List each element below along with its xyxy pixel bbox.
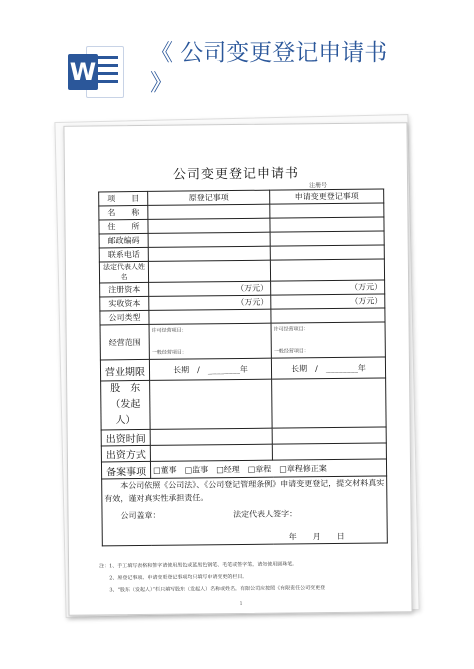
cell-change-postcode <box>270 231 384 246</box>
cell-change-reg-capital: （万元） <box>271 280 385 295</box>
banner-title-line2: 》 <box>150 70 173 96</box>
cell-change-scope <box>271 322 385 358</box>
cell-change-company-type <box>271 308 385 323</box>
footnote-2: 2、原登记事项、申请变更登记事项均只填写申请变更的栏目。 <box>99 573 248 582</box>
row-label-paid-capital: 实收资本 <box>100 296 149 311</box>
document-page <box>63 122 412 616</box>
footnotes <box>99 557 389 596</box>
word-badge: W <box>68 54 98 90</box>
row-label-phone: 联系电话 <box>99 247 148 262</box>
row-label-address: 住 所 <box>99 219 148 234</box>
row-label-company-type: 公司类型 <box>100 310 149 325</box>
row-label-postcode: 邮政编码 <box>99 233 148 248</box>
cell-change-term: 长期 / ________年 <box>271 357 385 379</box>
header-change: 申请变更登记事项 <box>270 189 384 204</box>
cell-original-scope <box>149 323 271 359</box>
application-form-table <box>98 188 388 546</box>
table-row-scope <box>100 322 385 360</box>
row-label-shareholders <box>101 380 151 430</box>
cell-change-name <box>270 203 384 218</box>
banner <box>0 0 474 112</box>
cell-original-term: 长期 / ________年 <box>149 358 271 380</box>
header-item: 项 目 <box>99 191 148 206</box>
cell-change-address <box>270 217 384 232</box>
cell-change-legal-rep <box>270 259 384 281</box>
cell-original-name <box>148 204 270 219</box>
signature-line <box>104 506 384 522</box>
word-document-icon <box>68 46 124 96</box>
legal-rep-sign-label: 法定代表人签字： <box>233 509 298 520</box>
cell-original-capital-method <box>150 444 272 461</box>
cell-original-capital-time <box>150 428 272 445</box>
row-label-business-scope: 经营范围 <box>100 324 149 360</box>
cell-original-legal-rep <box>148 260 270 282</box>
general-item-label: 一般经营项目： <box>151 349 187 356</box>
cell-original-paid-capital: （万元） <box>149 295 271 310</box>
cell-original-shareholders <box>150 379 273 429</box>
shareholders-line2: （发起人） <box>110 399 141 427</box>
footnote-3: 3、“股东（发起人）”栏只填写股东（发起人）名称或姓名，有限公司应按照《有限责任公司变更登 <box>99 585 326 594</box>
declaration-text: 本公司依照《公司法》、《公司登记管理条例》申请变更登记，提交材料真实有效，谨对真实性承担责任。 <box>104 478 385 504</box>
table-row-declaration <box>102 476 388 546</box>
cell-change-phone <box>270 245 384 260</box>
reg-no-label: 注册号 <box>309 182 328 190</box>
row-label-capital-method: 出资方式 <box>101 445 150 462</box>
table-row <box>100 357 385 381</box>
row-label-filing: 备案事项 <box>101 461 150 479</box>
row-label-name: 名 称 <box>99 205 148 220</box>
cell-change-shareholders <box>272 378 387 428</box>
footnote-1: 注：1、手工填写表格和签字请使用黑色或蓝黑色钢笔、毛笔或签字笔，请勿使用圆珠笔。 <box>99 561 298 570</box>
licensed-item-label: 许可经营项目： <box>273 326 309 333</box>
cell-original-postcode <box>148 232 270 247</box>
document-title: 公司变更登记申请书 <box>172 166 300 183</box>
page-number: 1 <box>239 600 243 607</box>
table-row <box>99 259 384 283</box>
licensed-item-label: 许可经营项目： <box>151 327 187 334</box>
cell-original-address <box>148 218 270 233</box>
table-row-shareholders <box>101 378 386 430</box>
cell-change-capital-method <box>272 443 386 460</box>
row-label-business-term: 营业期限 <box>100 359 149 381</box>
cell-filing-options: □董事 □监事 □经理 □章程 □章程修正案 <box>150 459 386 478</box>
banner-title-line1: 《 公司变更登记申请书 <box>150 40 388 66</box>
declaration-cell <box>102 476 388 546</box>
banner-title <box>150 38 387 98</box>
row-label-capital-time: 出资时间 <box>101 429 150 446</box>
shareholders-line1: 股 东 <box>110 383 141 395</box>
cell-change-paid-capital: （万元） <box>271 294 385 309</box>
general-item-label: 一般经营项目： <box>273 348 309 355</box>
header-original: 原登记事项 <box>148 190 270 205</box>
row-label-reg-capital: 注册资本 <box>100 282 149 297</box>
cell-original-phone <box>148 246 270 261</box>
company-seal-label: 公司盖章： <box>120 510 161 521</box>
cell-original-reg-capital: （万元） <box>149 281 271 296</box>
cell-original-company-type <box>149 309 271 324</box>
date-line: 年 月 日 <box>288 531 345 542</box>
row-label-legal-rep: 法定代表人姓名 <box>99 261 148 283</box>
cell-change-capital-time <box>272 427 386 444</box>
